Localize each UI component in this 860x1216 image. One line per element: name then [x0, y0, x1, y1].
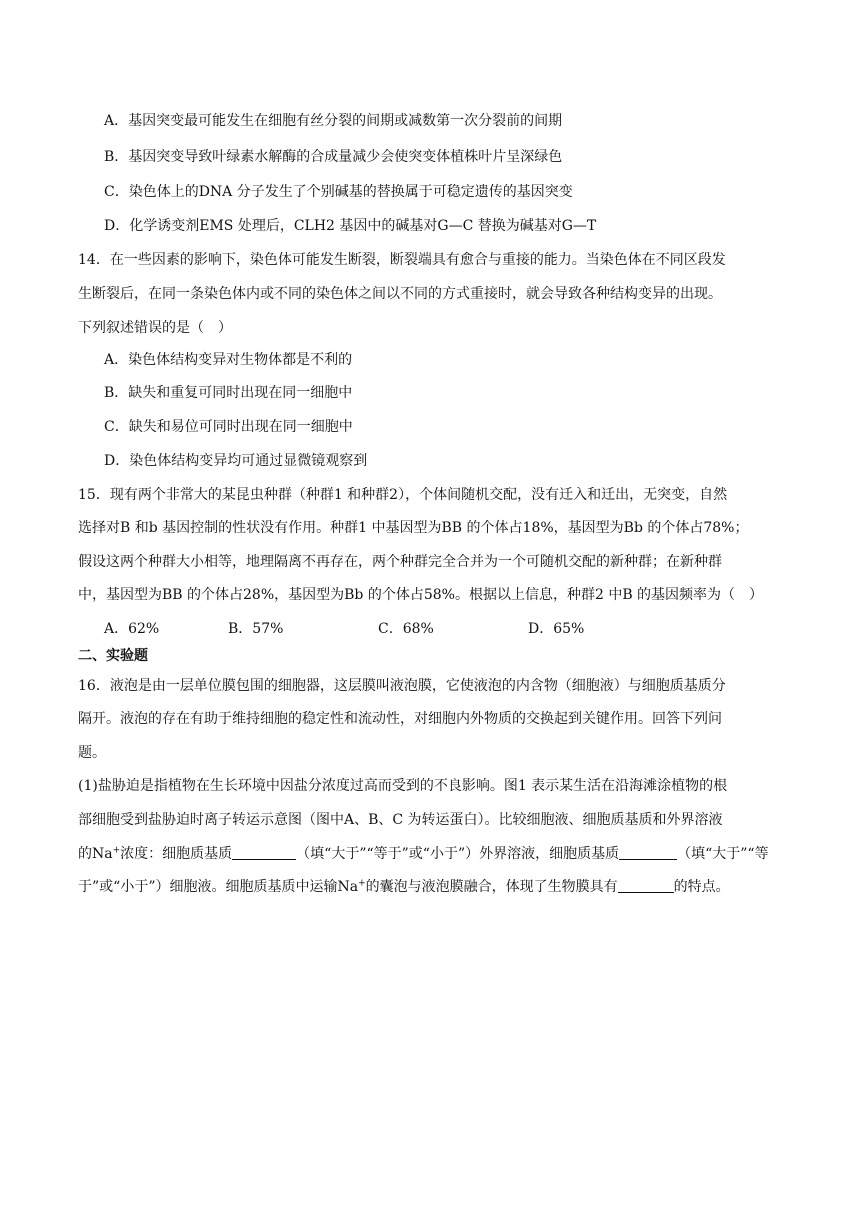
- answer-blank-3[interactable]: [618, 878, 674, 893]
- q14-stem-line3: 下列叙述错误的是（ ）: [78, 320, 232, 336]
- text-segment: （填“大于”“等: [677, 846, 769, 862]
- q16-part1-line4: [78, 878, 730, 896]
- answer-blank-2[interactable]: [619, 845, 677, 860]
- q16-stem-line2: 隔开。液泡的存在有助于维持细胞的稳定性和流动性，对细胞内外物质的交换起到关键作用。回答下列问: [78, 711, 722, 727]
- text-segment: 的囊泡与液泡膜融合，体现了生物膜具有: [365, 879, 618, 895]
- superscript-plus: +: [112, 845, 121, 856]
- q13-option-d: D．化学诱变剂EMS 处理后，CLH2 基因中的碱基对G—C 替换为碱基对G—T: [104, 218, 597, 234]
- q14-option-d: D．染色体结构变异均可通过显微镜观察到: [104, 453, 368, 469]
- q15-options-row: [104, 620, 804, 638]
- q16-stem-line1: 16．液泡是由一层单位膜包围的细胞器，这层膜叫液泡膜，它使液泡的内含物（细胞液）与细胞质基质分: [78, 678, 726, 694]
- q13-option-a: A．基因突变最可能发生在细胞有丝分裂的间期或减数第一次分裂前的间期: [104, 113, 563, 129]
- q15-stem-line2: 选择对B 和b 基因控制的性状没有作用。种群1 中基因型为BB 的个体占18%，基因型为Bb 的个体占78%；: [78, 520, 749, 536]
- answer-blank-1[interactable]: [232, 845, 296, 860]
- q14-option-a: A．染色体结构变异对生物体都是不利的: [104, 352, 353, 368]
- text-segment: 的特点。: [673, 879, 730, 895]
- q15-option-b: B．57%: [228, 621, 284, 637]
- q15-option-d: D．65%: [528, 621, 585, 637]
- text-segment: 的Na: [78, 846, 113, 862]
- q15-option-c: C．68%: [378, 621, 434, 637]
- q13-option-c: C．染色体上的DNA 分子发生了个别碱基的替换属于可稳定遗传的基因突变: [104, 184, 573, 200]
- text-segment: （填“大于”“等于”或“小于”）外界溶液，细胞质基质: [296, 846, 620, 862]
- q16-part1-line2: 部细胞受到盐胁迫时离子转运示意图（图中A、B、C 为转运蛋白）。比较细胞液、细胞质基质和外界溶液: [78, 812, 723, 828]
- q14-option-c: C．缺失和易位可同时出现在同一细胞中: [104, 419, 353, 435]
- q16-part1-line1: (1)盐胁迫是指植物在生长环境中因盐分浓度过高而受到的不良影响。图1 表示某生活在沿海滩涂植物的根: [78, 778, 728, 794]
- q15-stem-line4: 中，基因型为BB 的个体占28%，基因型为Bb 的个体占58%。根据以上信息，种群2 中B 的基因频率为（ ）: [78, 587, 764, 603]
- q14-stem-line1: 14．在一些因素的影响下，染色体可能发生断裂，断裂端具有愈合与重接的能力。当染色体在不同区段发: [78, 252, 726, 268]
- q15-stem-line3: 假设这两个种群大小相等，地理隔离不再存在，两个种群完全合并为一个可随机交配的新种群；在新种群: [78, 554, 722, 570]
- section-heading-experiment: 二、实验题: [78, 648, 148, 664]
- q15-option-a: A．62%: [104, 621, 160, 637]
- q14-option-b: B．缺失和重复可同时出现在同一细胞中: [104, 385, 353, 401]
- text-segment: 于”或“小于”）细胞液。细胞质基质中运输Na: [78, 879, 359, 895]
- superscript-plus: +: [358, 878, 366, 889]
- q16-part1-line3: [78, 845, 769, 863]
- q14-stem-line2: 生断裂后，在同一条染色体内或不同的染色体之间以不同的方式重接时，就会导致各种结构变异的出现。: [78, 286, 722, 302]
- q15-stem-line1: 15．现有两个非常大的某昆虫种群（种群1 和种群2），个体间随机交配，没有迁入和迁出，无突变，自然: [78, 487, 728, 503]
- q16-stem-line3: 题。: [78, 745, 106, 761]
- q13-option-b: B．基因突变导致叶绿素水解酶的合成量减少会使突变体植株叶片呈深绿色: [104, 149, 563, 165]
- text-segment: 浓度：细胞质基质: [120, 846, 233, 862]
